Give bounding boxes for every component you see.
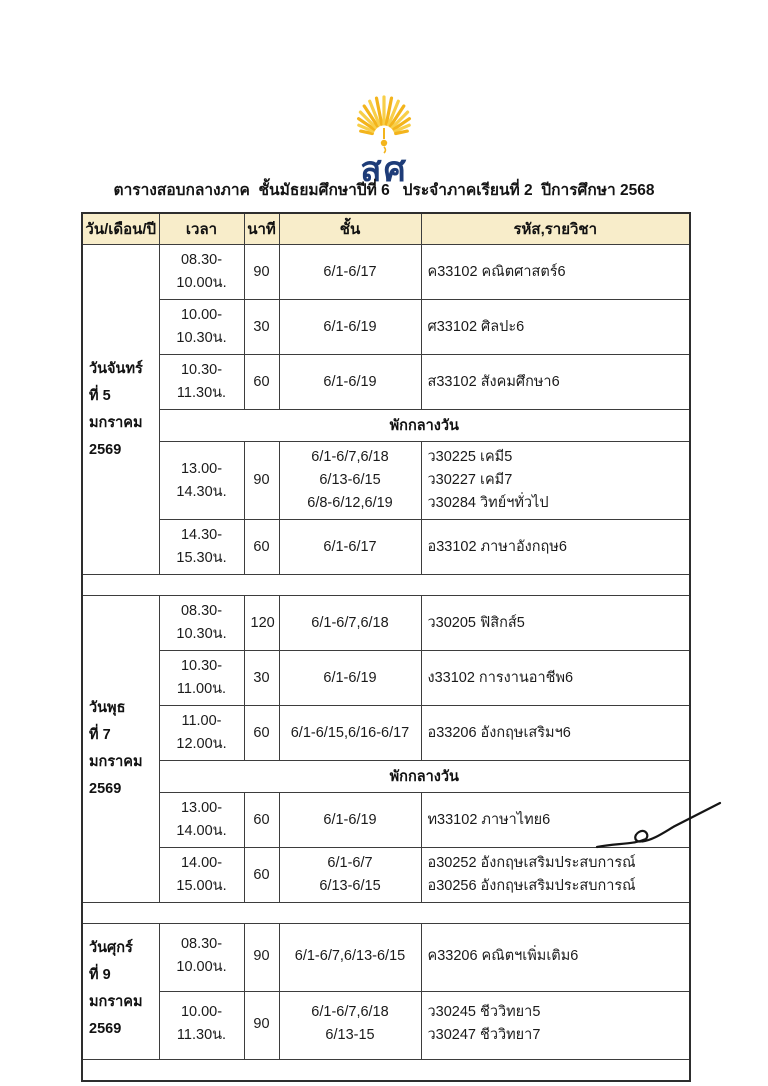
cell-line: 90 xyxy=(253,1015,270,1032)
time-cell xyxy=(159,706,244,761)
cell-line: ส33102 สังคมศึกษา6 xyxy=(427,373,560,390)
logo-letters: สศ xyxy=(360,150,408,189)
cell-line: 6/1-6/7,6/18 xyxy=(311,1004,389,1020)
cell-line: 08.30-10.00น. xyxy=(176,936,227,975)
cell-line: 6/8-6/12,6/19 xyxy=(307,495,393,511)
class-cell xyxy=(279,355,421,410)
column-header: ชั้น xyxy=(279,213,421,245)
minutes-cell xyxy=(244,924,279,992)
schedule-row xyxy=(82,651,690,706)
cell-line: ค33206 คณิตฯเพิ่มเติม6 xyxy=(427,947,579,964)
schedule-row xyxy=(82,596,690,651)
subject-cell xyxy=(421,651,690,706)
lunch-break-cell: พักกลางวัน xyxy=(159,761,690,793)
cell-line: 60 xyxy=(253,538,270,555)
column-header: นาที xyxy=(244,213,279,245)
cell-line: 30 xyxy=(253,669,270,686)
cell-line: 13.00-14.00น. xyxy=(176,800,227,839)
cell-line: 6/1-6/19 xyxy=(323,811,377,828)
cell-line: 60 xyxy=(253,811,270,828)
subject-cell xyxy=(421,848,690,903)
page-title: ตารางสอบกลางภาค ชั้นมัธยมศึกษาปีที่ 6 ประจำภาคเรียนที่ 2 ปีการศึกษา 2568 xyxy=(113,182,655,199)
cell-line: ศ33102 ศิลปะ6 xyxy=(427,318,525,335)
sunburst-icon xyxy=(342,86,426,156)
schedule-row xyxy=(82,442,690,520)
class-cell xyxy=(279,706,421,761)
date-line: มกราคม xyxy=(89,993,143,1010)
subject-cell xyxy=(421,924,690,992)
cell-line: 08.30-10.00น. xyxy=(176,252,227,291)
date-line: มกราคม xyxy=(89,414,143,431)
minutes-cell xyxy=(244,442,279,520)
schedule-row xyxy=(82,355,690,410)
time-cell xyxy=(159,924,244,992)
cell-line: 6/1-6/7,6/18 xyxy=(311,449,389,465)
column-header: วัน/เดือน/ปี xyxy=(82,213,159,245)
date-line: ที่ 7 xyxy=(89,727,111,743)
class-cell xyxy=(279,596,421,651)
day-separator xyxy=(82,575,690,596)
cell-line: 13.00-14.30น. xyxy=(176,460,227,500)
subject-cell xyxy=(421,355,690,410)
time-cell xyxy=(159,520,244,575)
minutes-cell xyxy=(244,355,279,410)
cell-line: 6/13-15 xyxy=(325,1027,375,1043)
minutes-cell xyxy=(244,848,279,903)
cell-line: 08.30-10.30น. xyxy=(176,603,227,642)
minutes-cell xyxy=(244,520,279,575)
lunch-break-cell: พักกลางวัน xyxy=(159,410,690,442)
date-line: มกราคม xyxy=(89,754,143,770)
cell-line: 6/1-6/15,6/16-6/17 xyxy=(290,724,410,741)
time-cell xyxy=(159,992,244,1060)
cell-line: 6/1-6/7 xyxy=(327,855,373,871)
date-line: วันพุธ xyxy=(89,700,126,716)
cell-line: 6/1-6/19 xyxy=(323,318,377,335)
cell-line: ง33102 การงานอาชีพ6 xyxy=(427,669,574,686)
separator-row xyxy=(82,575,690,596)
exam-schedule-table xyxy=(81,212,691,1082)
cell-line: ว30284 วิทย์ฯทั่วไป xyxy=(427,495,549,511)
cell-line: 6/13-6/15 xyxy=(319,878,381,894)
cell-line: 14.30-15.30น. xyxy=(176,527,227,566)
schedule-row xyxy=(82,520,690,575)
cell-line: 10.00-11.30น. xyxy=(176,1004,227,1043)
school-logo xyxy=(0,86,768,187)
subject-cell xyxy=(421,596,690,651)
cell-line: 90 xyxy=(253,947,270,964)
subject-cell xyxy=(421,442,690,520)
class-cell xyxy=(279,245,421,300)
day-separator xyxy=(82,903,690,924)
date-line: 2569 xyxy=(89,1020,122,1037)
class-cell xyxy=(279,793,421,848)
cell-line: 11.00-12.00น. xyxy=(176,713,227,752)
cell-line: 6/1-6/19 xyxy=(323,373,377,390)
cell-line: 6/1-6/7,6/18 xyxy=(311,614,389,631)
separator-row xyxy=(82,1060,690,1082)
cell-line: ว30227 เคมี7 xyxy=(427,472,513,488)
schedule-row xyxy=(82,848,690,903)
schedule-row xyxy=(82,761,690,793)
subject-cell xyxy=(421,245,690,300)
time-cell xyxy=(159,596,244,651)
class-cell xyxy=(279,442,421,520)
minutes-cell xyxy=(244,596,279,651)
cell-line: 60 xyxy=(253,866,270,883)
cell-line: 10.00-10.30น. xyxy=(176,307,227,346)
cell-line: 120 xyxy=(250,614,275,631)
date-line: วันศุกร์ xyxy=(89,939,133,956)
cell-line: อ30256 อังกฤษเสริมประสบการณ์ xyxy=(427,878,636,894)
schedule-row xyxy=(82,924,690,992)
date-cell xyxy=(82,245,159,575)
cell-line: 14.00-15.00น. xyxy=(176,855,227,894)
schedule-row xyxy=(82,410,690,442)
date-line: วันจันทร์ xyxy=(89,360,143,377)
date-line: 2569 xyxy=(89,781,122,797)
time-cell xyxy=(159,245,244,300)
cell-line: อ30252 อังกฤษเสริมประสบการณ์ xyxy=(427,855,636,871)
minutes-cell xyxy=(244,706,279,761)
minutes-cell xyxy=(244,793,279,848)
cell-line: ว30225 เคมี5 xyxy=(427,449,513,465)
class-cell xyxy=(279,520,421,575)
cell-line: ว30247 ชีววิทยา7 xyxy=(427,1027,541,1043)
column-header: เวลา xyxy=(159,213,244,245)
separator-row xyxy=(82,903,690,924)
time-cell xyxy=(159,848,244,903)
cell-line: อ33102 ภาษาอังกฤษ6 xyxy=(427,538,567,555)
time-cell xyxy=(159,651,244,706)
header-row xyxy=(82,213,690,245)
schedule-row xyxy=(82,706,690,761)
time-cell xyxy=(159,300,244,355)
date-line: ที่ 5 xyxy=(89,387,111,404)
date-line: ที่ 9 xyxy=(89,966,111,983)
schedule-row xyxy=(82,300,690,355)
subject-cell xyxy=(421,300,690,355)
cell-line: 60 xyxy=(253,724,270,741)
subject-cell xyxy=(421,706,690,761)
subject-cell xyxy=(421,520,690,575)
cell-line: 6/1-6/7,6/13-6/15 xyxy=(294,947,406,964)
date-cell xyxy=(82,596,159,903)
cell-line: อ33206 อังกฤษเสริมฯ6 xyxy=(427,724,571,741)
time-cell xyxy=(159,355,244,410)
class-cell xyxy=(279,651,421,706)
class-cell xyxy=(279,848,421,903)
class-cell xyxy=(279,992,421,1060)
column-header: รหัส,รายวิชา xyxy=(421,213,690,245)
date-line: 2569 xyxy=(89,441,122,458)
cell-line: 10.30-11.30น. xyxy=(176,362,227,401)
time-cell xyxy=(159,793,244,848)
cell-line: ค33102 คณิตศาสตร์6 xyxy=(427,263,566,280)
time-cell xyxy=(159,442,244,520)
signature xyxy=(591,796,728,854)
cell-line: 6/1-6/19 xyxy=(323,669,377,686)
cell-line: 6/1-6/17 xyxy=(323,538,377,555)
minutes-cell xyxy=(244,992,279,1060)
minutes-cell xyxy=(244,245,279,300)
day-separator xyxy=(82,1060,690,1082)
cell-line: 6/13-6/15 xyxy=(319,472,381,488)
class-cell xyxy=(279,300,421,355)
minutes-cell xyxy=(244,651,279,706)
cell-line: ท33102 ภาษาไทย6 xyxy=(427,811,551,828)
cell-line: ว30245 ชีววิทยา5 xyxy=(427,1004,541,1020)
cell-line: 90 xyxy=(253,472,270,488)
cell-line: 60 xyxy=(253,373,270,390)
cell-line: 6/1-6/17 xyxy=(323,263,377,280)
cell-line: 10.30-11.00น. xyxy=(176,658,227,697)
subject-cell xyxy=(421,992,690,1060)
date-cell xyxy=(82,924,159,1060)
cell-line: ว30205 ฟิสิกส์5 xyxy=(427,614,525,631)
class-cell xyxy=(279,924,421,992)
cell-line: 90 xyxy=(253,263,270,280)
cell-line: 30 xyxy=(253,318,270,335)
schedule-row xyxy=(82,992,690,1060)
minutes-cell xyxy=(244,300,279,355)
schedule-row xyxy=(82,245,690,300)
